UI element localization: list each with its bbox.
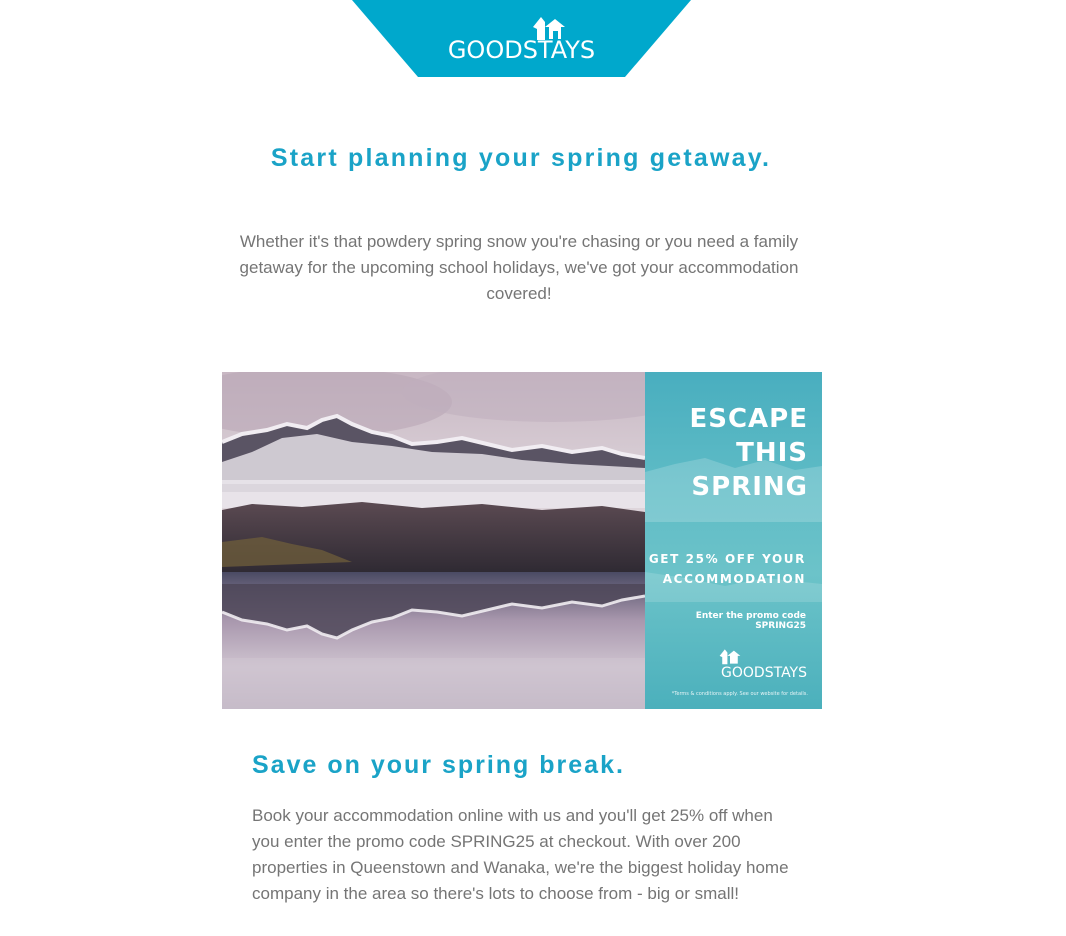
banner-title-line3: SPRING <box>691 472 808 502</box>
logo-wordmark: GOODSTAYS <box>447 36 596 64</box>
mountain-lake-photo <box>222 372 645 709</box>
section-title: Save on your spring break. <box>252 751 625 779</box>
logo-banner[interactable] <box>352 0 691 77</box>
banner-title-line2: THIS <box>736 438 808 468</box>
banner-terms: *Terms & conditions apply. See our website for details. <box>671 691 808 697</box>
banner-offer-line1: GET 25% OFF YOUR <box>648 552 806 566</box>
banner-promo-code: Enter the promo code SPRING25 <box>695 611 806 631</box>
intro-paragraph: Whether it's that powdery spring snow you're chasing or you need a family getaway for the upcoming school holidays, we've got your accommodation covered! <box>239 232 799 303</box>
banner-title <box>689 402 808 504</box>
banner-offer-line2: ACCOMMODATION <box>662 572 806 586</box>
offer-panel <box>645 372 822 709</box>
page-title: Start planning your spring getaway. <box>270 144 772 172</box>
banner-offer <box>649 549 806 589</box>
section-paragraph: Book your accommodation online with us and you'll get 25% off when you enter the promo code SPRING25 at checkout. With over 200 properties in Queenstown and Wanaka, we're the biggest holiday home company in the area so there's lots to choose from - big or small! <box>252 806 789 903</box>
banner-logo-wordmark: GOODSTAYS <box>721 665 807 681</box>
house-icon <box>719 648 741 665</box>
promo-banner[interactable] <box>222 372 822 709</box>
banner-title-line1: ESCAPE <box>689 404 808 434</box>
